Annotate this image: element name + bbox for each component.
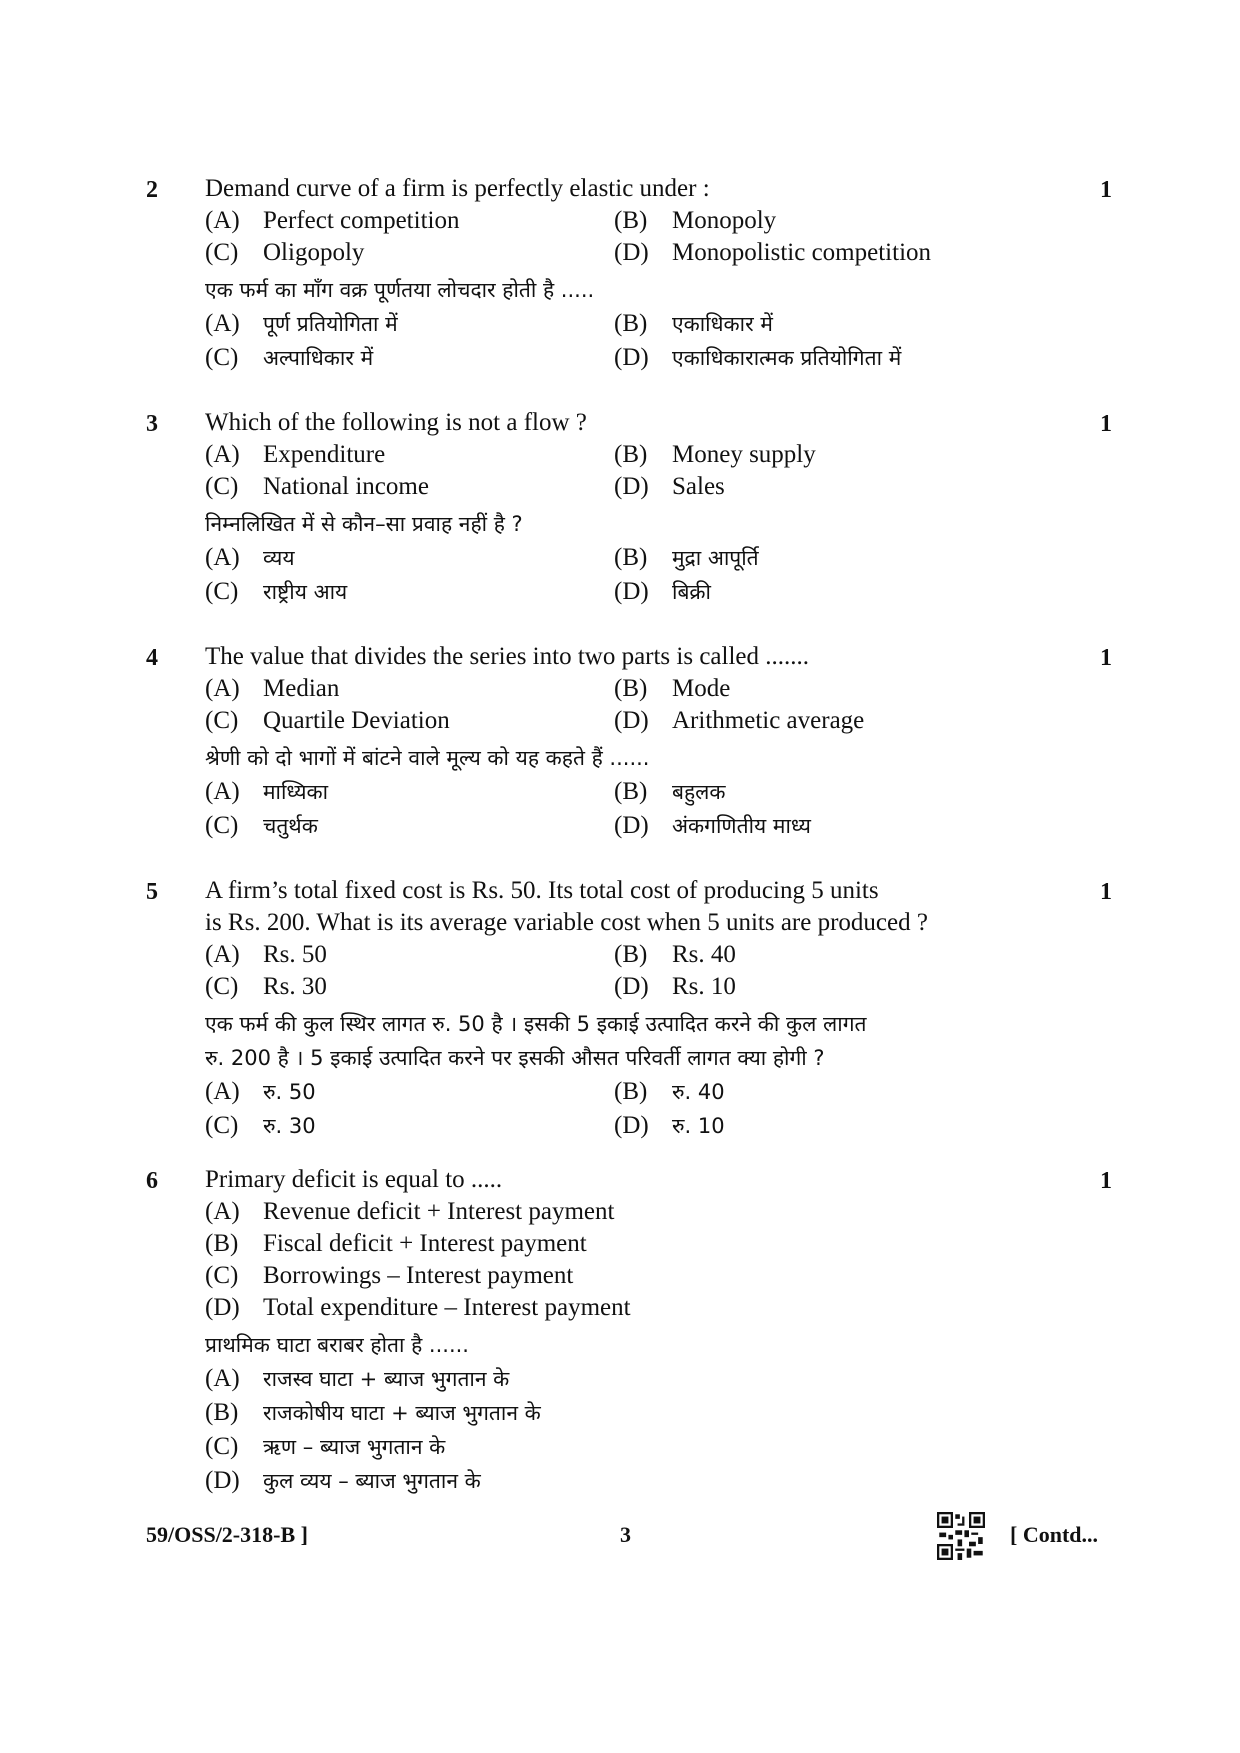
question-number: 6	[146, 1168, 158, 1194]
option-c-hi: (C) चतुर्थक	[205, 812, 318, 839]
option-c-hi: (C) ऋण – ब्याज भुगतान के	[205, 1433, 446, 1460]
question-text-hi: निम्नलिखित में से कौन–सा प्रवाह नहीं है ?	[205, 512, 523, 536]
option-b-en: (B) Money supply	[614, 441, 816, 468]
question-text-en: Demand curve of a firm is perfectly elastic under :	[205, 175, 710, 202]
option-c-hi: (C) अल्पाधिकार में	[205, 344, 374, 371]
option-a-en: (A) Rs. 50	[205, 941, 327, 968]
option-d-hi: (D) अंकगणितीय माध्य	[614, 812, 811, 839]
continued-note: [ Contd...	[1010, 1522, 1099, 1547]
option-a-en: (A) Revenue deficit + Interest payment	[205, 1198, 615, 1225]
question-number: 3	[146, 411, 158, 437]
question-text-en-line-1: A firm’s total fixed cost is Rs. 50. Its total cost of producing 5 units	[205, 877, 879, 904]
option-c-en: (C) Oligopoly	[205, 239, 365, 266]
question-marks: 1	[1100, 1168, 1112, 1194]
option-c-en: (C) Borrowings – Interest payment	[205, 1262, 574, 1289]
page-number: 3	[620, 1522, 631, 1547]
question-text-hi-line-2: रु. 200 है । 5 इकाई उत्पादित करने पर इसकी औसत परिवर्ती लागत क्या होगी ?	[205, 1046, 825, 1070]
question-text-hi: प्राथमिक घाटा बराबर होता है ......	[205, 1333, 469, 1357]
option-b-en: (B) Mode	[614, 675, 731, 702]
option-d-hi: (D) एकाधिकारात्मक प्रतियोगिता में	[614, 344, 902, 371]
question-number: 5	[146, 879, 158, 905]
option-d-en: (D) Monopolistic competition	[614, 239, 932, 266]
option-a-en: (A) Expenditure	[205, 441, 386, 468]
option-b-hi: (B) एकाधिकार में	[614, 310, 773, 337]
option-d-en: (D) Arithmetic average	[614, 707, 865, 734]
option-d-hi: (D) कुल व्यय – ब्याज भुगतान के	[205, 1467, 481, 1494]
option-a-hi: (A) राजस्व घाटा + ब्याज भुगतान के	[205, 1365, 510, 1392]
option-a-en: (A) Median	[205, 675, 340, 702]
option-b-en: (B) Fiscal deficit + Interest payment	[205, 1230, 587, 1257]
question-marks: 1	[1100, 879, 1112, 905]
option-a-hi: (A) रु. 50	[205, 1078, 316, 1105]
option-a-en: (A) Perfect competition	[205, 207, 460, 234]
question-number: 2	[146, 177, 158, 203]
option-a-hi: (A) पूर्ण प्रतियोगिता में	[205, 310, 398, 337]
option-d-en: (D) Sales	[614, 473, 725, 500]
question-text-hi: एक फर्म का माँग वक्र पूर्णतया लोचदार होती है .....	[205, 278, 595, 302]
question-text-en: The value that divides the series into two parts is called .......	[205, 643, 810, 670]
option-c-hi: (C) रु. 30	[205, 1112, 316, 1139]
option-b-hi: (B) बहुलक	[614, 778, 726, 805]
option-a-hi: (A) व्यय	[205, 544, 295, 571]
option-b-hi: (B) रु. 40	[614, 1078, 725, 1105]
question-text-en: Primary deficit is equal to .....	[205, 1166, 503, 1193]
option-b-en: (B) Rs. 40	[614, 941, 736, 968]
qr-code-icon	[937, 1512, 985, 1560]
option-d-hi: (D) बिक्री	[614, 578, 711, 605]
option-b-hi: (B) मुद्रा आपूर्ति	[614, 544, 759, 571]
question-text-hi: श्रेणी को दो भागों में बांटने वाले मूल्य को यह कहते हैं ......	[205, 746, 650, 770]
question-text-en-line-2: is Rs. 200. What is its average variable cost when 5 units are produced ?	[205, 909, 928, 936]
question-marks: 1	[1100, 177, 1112, 203]
option-c-en: (C) Quartile Deviation	[205, 707, 450, 734]
question-text-en: Which of the following is not a flow ?	[205, 409, 587, 436]
option-d-en: (D) Rs. 10	[614, 973, 736, 1000]
option-b-hi: (B) राजकोषीय घाटा + ब्याज भुगतान के	[205, 1399, 541, 1426]
question-marks: 1	[1100, 645, 1112, 671]
question-marks: 1	[1100, 411, 1112, 437]
option-c-en: (C) Rs. 30	[205, 973, 327, 1000]
question-number: 4	[146, 645, 158, 671]
question-text-hi-line-1: एक फर्म की कुल स्थिर लागत रु. 50 है । इसकी 5 इकाई उत्पादित करने की कुल लागत	[205, 1012, 867, 1036]
option-d-en: (D) Total expenditure – Interest payment	[205, 1294, 631, 1321]
paper-code: 59/OSS/2-318-B ]	[146, 1522, 308, 1547]
option-a-hi: (A) माध्यिका	[205, 778, 329, 805]
option-d-hi: (D) रु. 10	[614, 1112, 725, 1139]
option-c-en: (C) National income	[205, 473, 429, 500]
option-b-en: (B) Monopoly	[614, 207, 777, 234]
option-c-hi: (C) राष्ट्रीय आय	[205, 578, 348, 605]
